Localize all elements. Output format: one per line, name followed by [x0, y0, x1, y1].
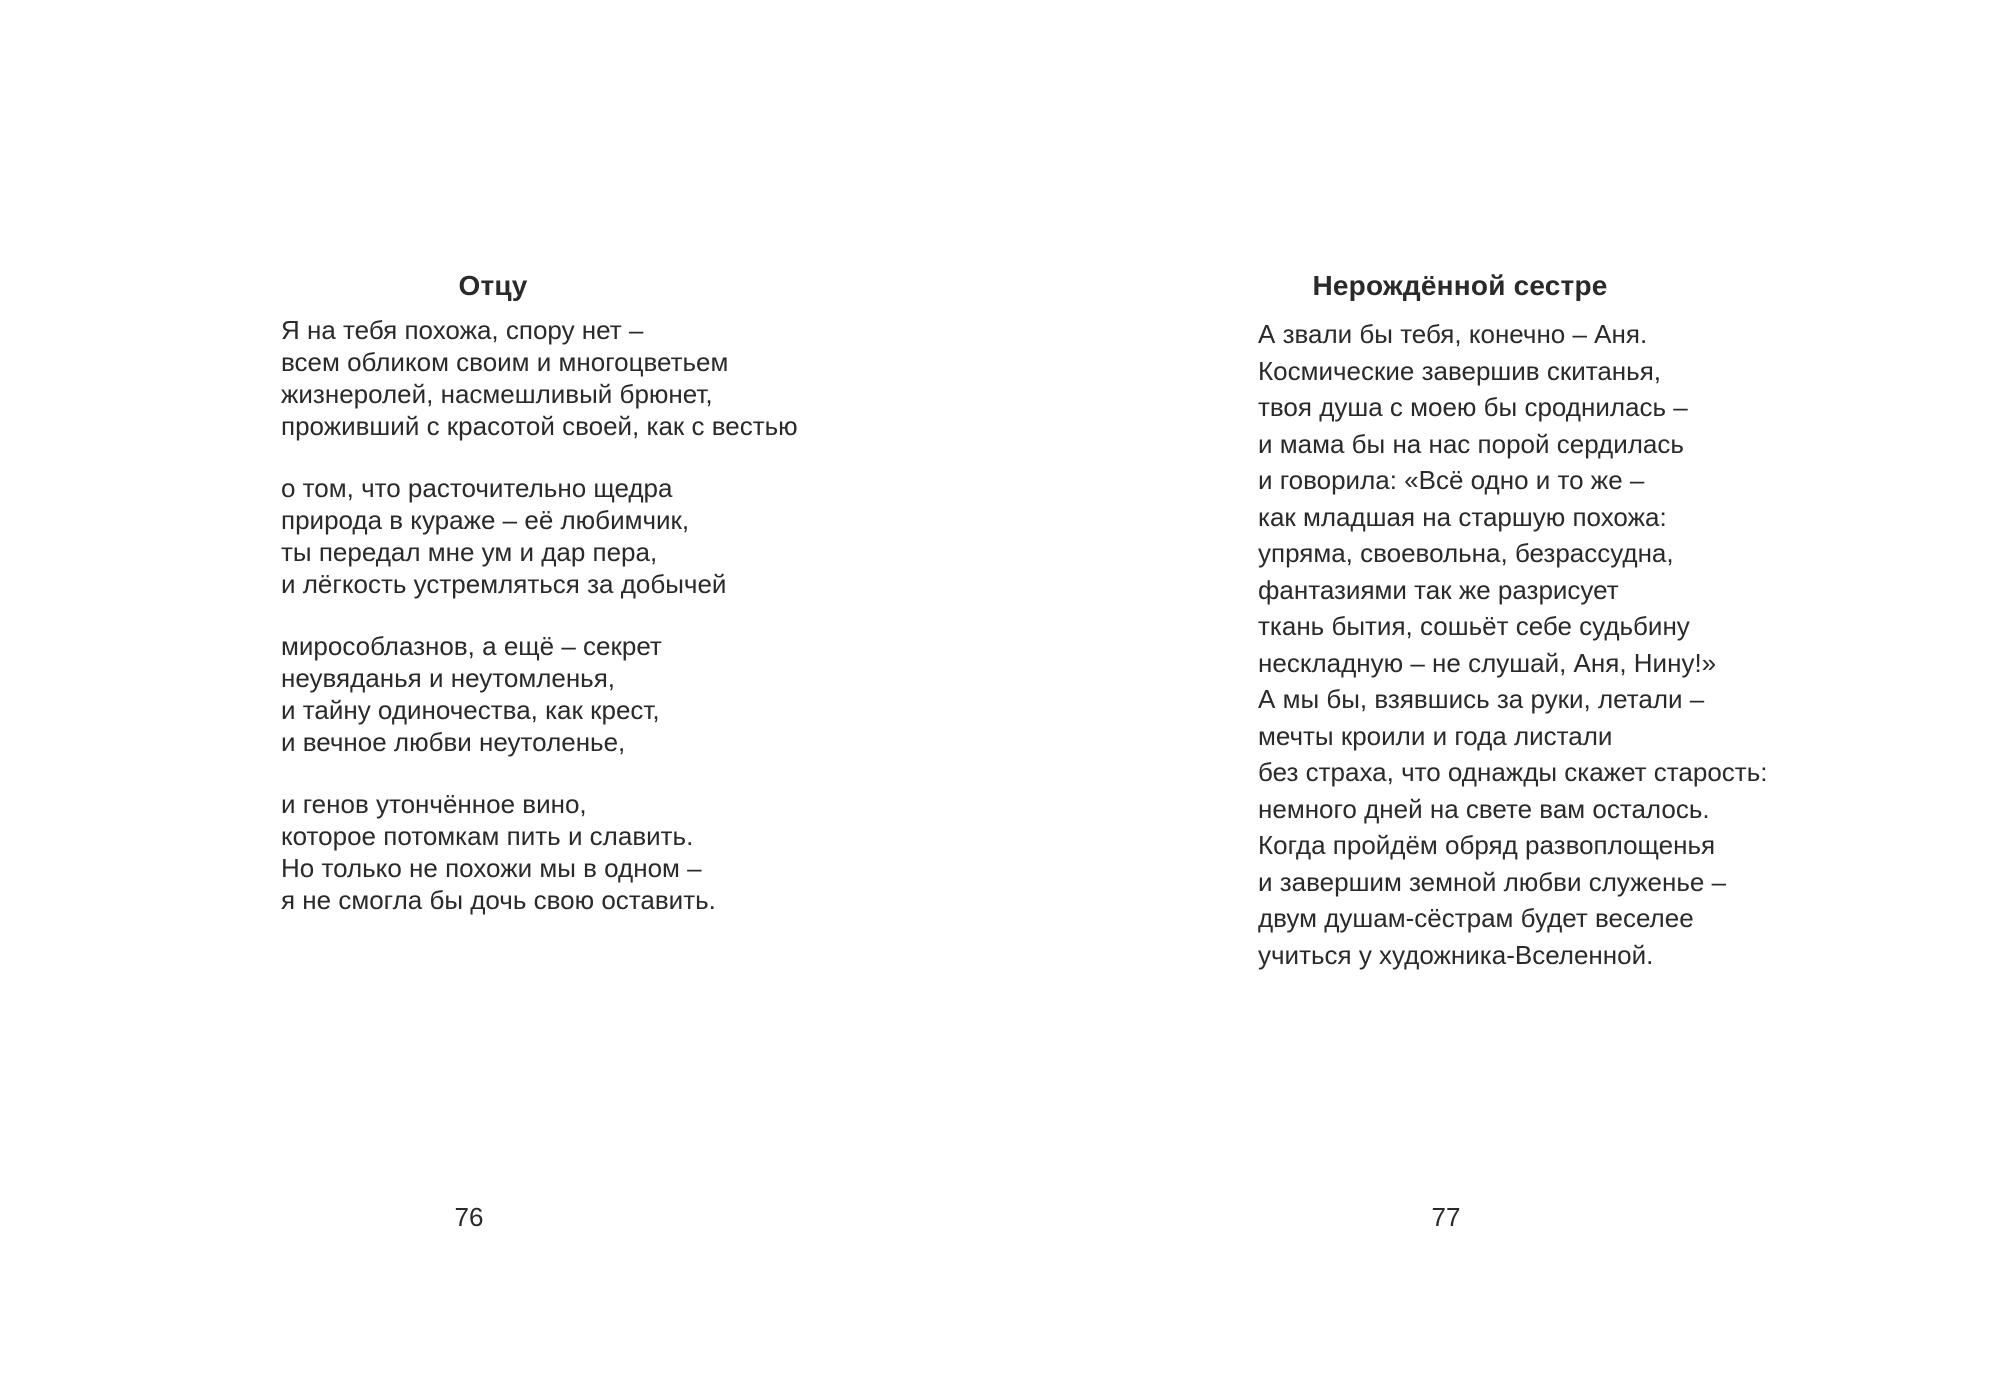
poem-line: и говорила: «Всё одно и то же –	[1258, 465, 1645, 495]
poem-title-left: Отцу	[458, 270, 528, 302]
poem-line: А мы бы, взявшись за руки, летали –	[1258, 684, 1705, 714]
poem-line: проживший с красотой своей, как с вестью	[281, 411, 798, 441]
page-number-right: 77	[1431, 1202, 1461, 1232]
poem-line: всем обликом своим и многоцветьем	[281, 347, 729, 377]
stanza-2	[281, 472, 798, 600]
poem-line: учиться у художника-Вселенной.	[1258, 939, 1654, 970]
poem-line: и лёгкость устремляться за добычей	[281, 569, 727, 599]
poem-line: фантазиями так же разрисует	[1258, 574, 1619, 605]
stanza-3	[281, 630, 798, 758]
page-left	[0, 0, 1004, 1386]
poem-line: немного дней на свете вам осталось.	[1258, 793, 1710, 824]
poem-line: мечты кроили и года листали	[1258, 720, 1613, 751]
poem-line: двум душам-сёстрам будет веселее	[1258, 903, 1694, 933]
poem-line: Когда пройдём обряд развоплощенья	[1258, 830, 1716, 860]
poem-line: ткань бытия, сошьёт себе судьбину	[1258, 611, 1690, 641]
poem-line: я не смогла бы дочь свою оставить.	[281, 885, 716, 915]
poem-line: А звали бы тебя, конечно – Аня.	[1258, 319, 1648, 349]
poem-line: нескладную – не слушай, Аня, Нину!»	[1258, 647, 1717, 678]
stanza-4	[281, 788, 798, 916]
poem-line: и вечное любви неутоленье,	[281, 727, 626, 757]
poem-line: жизнеролей, насмешливый брюнет,	[281, 379, 713, 409]
poem-line: ты передал мне ум и дар пера,	[281, 537, 658, 567]
poem-line: твоя душа с моею бы сроднилась –	[1258, 392, 1688, 422]
page-right	[1004, 0, 2009, 1386]
poem-line: без страха, что однажды скажет старость:	[1258, 757, 1768, 787]
poem-line: и завершим земной любви служенье –	[1258, 866, 1727, 897]
page-number-left: 76	[454, 1202, 484, 1232]
poem-body-left	[281, 314, 798, 916]
poem-line: Космические завершив скитанья,	[1258, 355, 1662, 386]
poem-title-right: Нерождённой сестре	[1312, 270, 1608, 302]
poem-line: Я на тебя похожа, спору нет –	[281, 315, 644, 345]
poem-line: упряма, своевольна, безрассудна,	[1258, 538, 1674, 568]
stanza-1	[281, 314, 798, 442]
poem-line: Но только не похожи мы в одном –	[281, 853, 702, 883]
poem-line: которое потомкам пить и славить.	[281, 821, 694, 851]
poem-line: как младшая на старшую похожа:	[1258, 501, 1667, 532]
poem-line: неувяданья и неутомленья,	[281, 663, 616, 693]
poem-line: и мама бы на нас порой сердилась	[1258, 428, 1684, 459]
poem-line: мирособлазнов, а ещё – секрет	[281, 631, 662, 661]
poem-line: и генов утончённое вино,	[281, 789, 587, 819]
poem-line: и тайну одиночества, как крест,	[281, 695, 660, 725]
poem-line: природа в кураже – её любимчик,	[281, 505, 690, 535]
poem-line: о том, что расточительно щедра	[281, 473, 673, 503]
poem-body-right	[1258, 316, 1767, 973]
